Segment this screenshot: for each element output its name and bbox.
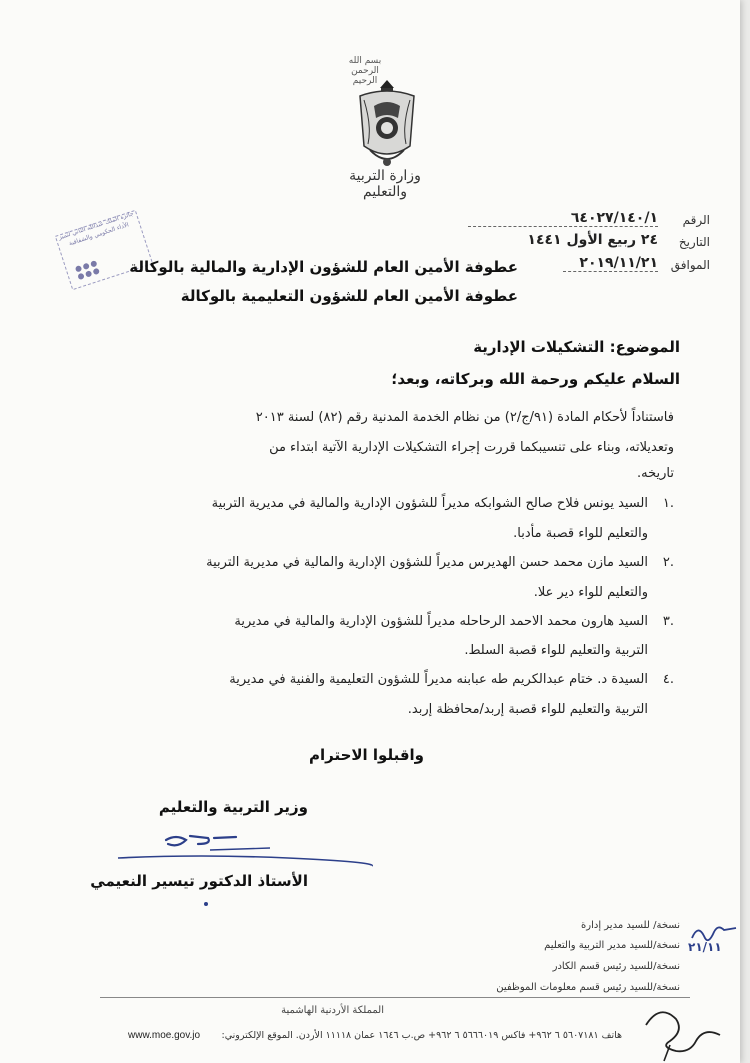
date-value: ٢٤ ربيع الأول ١٤٤١: [527, 232, 658, 248]
footer-website-link[interactable]: www.moe.gov.jo: [128, 1030, 201, 1041]
item-3-line-1: السيد هارون محمد الاحمد الرحاحله مديراً للشؤون الإدارية والمالية في مديرية: [234, 614, 648, 629]
ref-label: الرقم: [682, 213, 710, 227]
copy-line-4: نسخة/للسيد رئيس قسم معلومات الموظفين: [496, 982, 680, 993]
greg-value: ٢٠١٩/١١/٢١: [563, 255, 658, 272]
item-4-number: .٤: [662, 672, 674, 687]
item-1-line-1: السيد يونس فلاح صالح الشوابكه مديراً للشؤون الإدارية والمالية في مديرية التربية: [211, 496, 648, 511]
ref-value: ٦٤٠٢٧/١٤٠/١: [468, 210, 658, 227]
addressee-1: عطوفة الأمين العام للشؤون الإدارية والمالية بالوكالة: [129, 258, 518, 276]
subject-line: الموضوع: التشكيلات الإدارية: [473, 338, 680, 356]
basmala: بسم الله الرحمن الرحيم: [348, 56, 382, 86]
copy-line-3: نسخة/للسيد رئيس قسم الكادر: [552, 961, 680, 972]
greg-label: الموافق: [670, 258, 710, 272]
intro-line-2: وتعديلاته، وبناء على تنسيبكما قررت إجراء التشكيلات الإدارية الآتية ابتداء من: [269, 440, 674, 455]
item-4-line-1: السيدة د. ختام عبدالكريم طه عبابنه مديراً للشؤون التعليمية والفنية في مديرية: [229, 672, 648, 687]
greeting-line: السلام عليكم ورحمة الله وبركاته، وبعد؛: [391, 370, 680, 388]
ink-dot: [204, 902, 208, 906]
award-seal: [53, 208, 155, 292]
seal-text: جائزة الملك عبدالله الثاني لتميز الأداء الحكومي والشفافية: [57, 210, 135, 248]
intro-line-3: تاريخه.: [637, 466, 674, 481]
date-label: التاريخ: [678, 235, 710, 249]
footer-contact: هاتف ٥٦٠٧١٨١ ٦ ٩٦٢+ فاكس ٥٦٦٦٠١٩ ٦ ٩٦٢+ ص.ب ١٦٤٦ عمان ١١١١٨ الأردن. الموقع الإلكتروني:: [221, 1030, 622, 1041]
copy-line-2: نسخة/للسيد مدير التربية والتعليم: [544, 940, 680, 951]
addressee-2: عطوفة الأمين العام للشؤون التعليمية بالوكالة: [180, 287, 518, 305]
footer-country: المملكة الأردنية الهاشمية: [281, 1005, 384, 1016]
item-2-line-1: السيد مازن محمد حسن الهديرس مديراً للشؤون الإدارية والمالية في مديرية التربية: [206, 555, 648, 570]
item-1-line-2: والتعليم للواء قصبة مأدبا.: [513, 526, 648, 541]
signatory-title: وزير التربية والتعليم: [158, 798, 308, 816]
handwritten-date-note: ٢١/١١: [688, 940, 722, 954]
ministry-logo-text: وزارة التربية والتعليم: [349, 168, 421, 200]
footer-rule: [100, 997, 690, 998]
item-3-number: .٣: [662, 614, 674, 629]
intro-line-1: فاستناداً لأحكام المادة (٩١/ج/٢) من نظام الخدمة المدنية رقم (٨٢) لسنة ٢٠١٣: [255, 410, 674, 425]
item-4-line-2: التربية والتعليم للواء قصبة إربد/محافظة إربد.: [407, 702, 648, 717]
signatory-name: الأستاذ الدكتور تيسير النعيمي: [90, 872, 308, 890]
jordan-coat-of-arms-icon: [350, 76, 424, 172]
closing-line: واقبلوا الاحترام: [308, 746, 424, 764]
item-2-line-2: والتعليم للواء دير علا.: [533, 585, 648, 600]
item-3-line-2: التربية والتعليم للواء قصبة السلط.: [464, 643, 648, 658]
item-1-number: .١: [662, 496, 674, 511]
item-2-number: .٢: [662, 555, 674, 570]
copy-line-1: نسخة/ للسيد مدير إدارة: [581, 920, 680, 931]
